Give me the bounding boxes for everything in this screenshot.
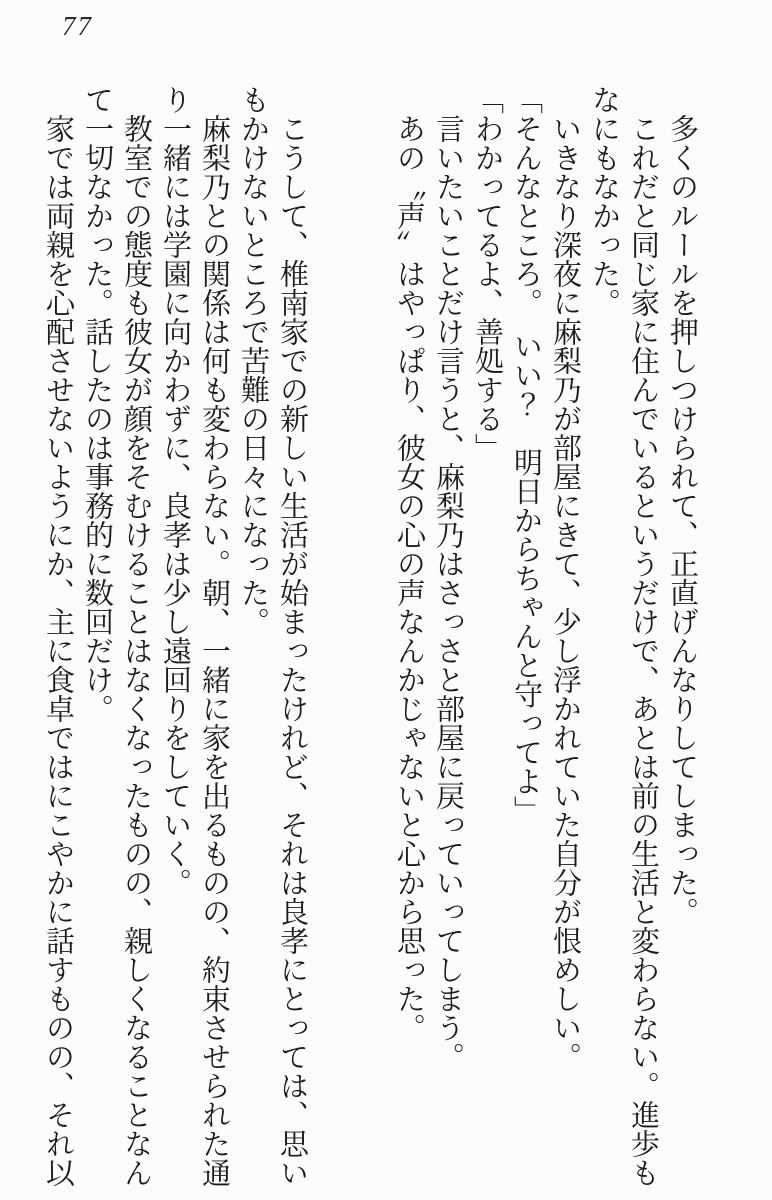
paragraph-dialogue: 「そんなところ。 いい？ 明日からちゃんと守ってよ」	[510, 85, 542, 825]
paragraph: 麻梨乃との関係は何も変わらない。朝、一緒に家を出るものの、約束させられた通り一緒には学園に向かわずに、良孝は少し遠回りをしていく。	[159, 85, 230, 1187]
page-text	[38, 85, 701, 1189]
paragraph: 家では両親を心配させないようにか、主に食卓ではにこやかに話すものの、それ以	[42, 114, 74, 1187]
paragraph: 多くのルールを押しつけられて、正直げんなりしてしまった。	[666, 114, 698, 926]
paragraph-dialogue: 「わかってるよ、善処する」	[471, 85, 503, 462]
paragraph: 教室での態度も彼女が顔をそむけることはなくなったものの、親しくなることなんて一切なかった。話したのは事務的に数回だけ。	[81, 85, 152, 1187]
paragraph: こうして、椎南家での新しい生活が始まったけれど、それは良孝にとっては、思いもかけないところで苦難の日々になった。	[237, 85, 308, 1187]
paragraph: いきなり深夜に麻梨乃が部屋にきて、少し浮かれていた自分が恨めしい。	[549, 114, 581, 1071]
paragraph: あの〝声〟はやっぱり、彼女の心の声なんかじゃないと心から思った。	[393, 114, 425, 1042]
paragraph: これだと同じ家に住んでいるというだけで、あとは前の生活と変わらない。進歩もなにもなかった。	[588, 85, 659, 1187]
page-number: 77	[62, 11, 93, 41]
paragraph: 言いたいことだけ言うと、麻梨乃はさっさと部屋に戻っていってしまう。	[432, 114, 464, 1071]
section-break	[311, 85, 389, 1189]
